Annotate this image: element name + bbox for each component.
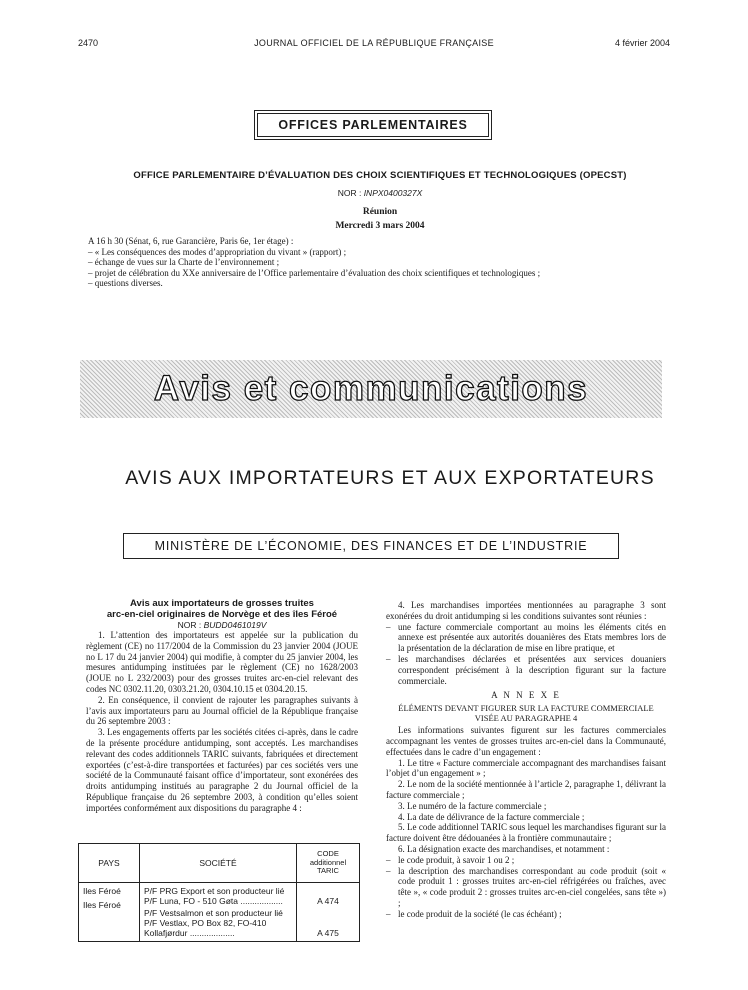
annex-subtitle: [386, 703, 666, 723]
table-row: [79, 883, 360, 942]
agenda-item: – projet de célébration du XXe anniversaire de l’Office parlementaire d’évaluation des choix scientifiques et technologiques ;: [88, 267, 541, 278]
page-number: 2470: [78, 38, 99, 48]
annex-item: 6. La désignation exacte des marchandises, et notamment :: [398, 843, 610, 854]
column-header: PAYS: [79, 844, 140, 883]
cell-text: Iles Féroé: [83, 900, 121, 910]
list-item: – le code produit de la société (le cas échéant) ;: [386, 909, 666, 920]
reunion-title: Réunion: [362, 207, 398, 217]
list-item: – la description des marchandises correspondant au code produit (soit « code produit 1 : grosses truites arc-en-ciel réfrigérées ou fraîches, avec tête », « code produit 2 : grosses truites arc-en-ciel congelées, sans tête ») ;: [386, 866, 666, 909]
table-cell-pays: [79, 883, 140, 942]
paragraph: Les informations suivantes figurent sur les factures commerciales accompagnant les ventes de grosses truites arc-en-ciel dans la Communauté, effectuées dans le cadre d’un engagement :: [386, 725, 666, 757]
article-title-line: Avis aux importateurs de grosses truites: [130, 598, 314, 609]
paragraph: 2. En conséquence, il convient de rajouter les paragraphes suivants à l’avis aux importateurs paru au Journal officiel de la République française du 26 septembre 2003 :: [86, 694, 358, 727]
annex-subitems-list: [386, 855, 666, 920]
annex-title: A N N E X E: [491, 690, 561, 701]
agenda-item: A 16 h 30 (Sénat, 6, rue Garancière, Paris 6e, 1er étage) :: [88, 236, 294, 246]
left-column: [86, 630, 358, 814]
cell-text: Iles Féroé: [83, 886, 121, 896]
annex-item: 3. Le numéro de la facture commerciale ;: [398, 800, 547, 811]
journal-title: JOURNAL OFFICIEL DE LA RÉPUBLIQUE FRANÇAISE: [254, 38, 494, 48]
annex-subtitle-line: ÉLÉMENTS DEVANT FIGURER SUR LA FACTURE COMMERCIALE: [398, 703, 654, 714]
issue-date: 4 février 2004: [614, 38, 670, 48]
article-nor: [86, 620, 358, 630]
cell-text: P/F Vestsalmon et son producteur lié P/F Vestlax, PO Box 82, FO-410 Kollafjørdur ...................: [144, 908, 283, 938]
section-banner: [80, 360, 662, 418]
nor-reference: [60, 188, 700, 198]
annex-item: 1. Le titre « Facture commerciale accompagnant des marchandises faisant l’objet d’un engagement » ;: [386, 757, 666, 779]
annex-subtitle-line: VISÉE AU PARAGRAPHE 4: [474, 713, 578, 724]
cell-text: A 474: [317, 896, 339, 906]
section-banner-text: Avis et communications: [153, 369, 589, 408]
reunion-date: Mercredi 3 mars 2004: [335, 221, 425, 231]
nor-value: BUDD0461019V: [203, 620, 267, 630]
annex-item: 4. La date de délivrance de la facture commerciale ;: [398, 811, 585, 822]
table-header-row: [79, 844, 360, 883]
agenda-item: – échange de vues sur la Charte de l’environnement ;: [88, 257, 280, 267]
conditions-list: [386, 622, 666, 687]
list-item: – le code produit, à savoir 1 ou 2 ;: [386, 855, 666, 866]
annex-item: 5. Le code additionnel TARIC sous lequel les marchandises figurant sur la facture doivent être dédouanées à la frontière communautaire ;: [386, 822, 666, 844]
companies-table: [78, 843, 360, 942]
agenda-list: [88, 236, 688, 289]
paragraph: 1. L’attention des importateurs est appelée sur la publication du règlement (CE) no 117/2004 de la Commission du 23 janvier 2004 (JOUE no L 17 du 24 janvier 2004) qui modifie, à compter du 25 janvier 2004, les mesures antidumping instituées par le règlement (CE) no 1628/2003 (JOUE no L 232/2003) pour des grosses truites arc-en-ciel relevant des codes NC 0302.11.20, 0303.21.20, 0304.10.15 et 0304.20.15.: [86, 630, 358, 694]
table-cell-societe: [140, 883, 297, 942]
agenda-item: – « Les conséquences des modes d’appropriation du vivant » (rapport) ;: [88, 246, 347, 257]
article-title-line: arc-en-ciel originaires de Norvège et des îles Féroé: [106, 608, 338, 620]
article-title: [86, 599, 358, 620]
office-title: OFFICE PARLEMENTAIRE D’ÉVALUATION DES CHOIX SCIENTIFIQUES ET TECHNOLOGIQUES (OPECST): [133, 170, 627, 181]
offices-section-title: OFFICES PARLEMENTAIRES: [257, 113, 489, 137]
list-item: – les marchandises déclarées et présentées aux services douaniers correspondent précisément à la description figurant sur la facture commerciale.: [386, 654, 666, 686]
annex-item: 2. Le nom de la société mentionnée à l’article 2, paragraphe 1, délivrant la facture commerciale ;: [386, 779, 666, 800]
table-cell-code: [297, 883, 360, 942]
paragraph: 3. Les engagements offerts par les sociétés citées ci-après, dans le cadre de la présente procédure antidumping, sont acceptés. Les marchandises relevant des codes additionnels TARIC suivants, fabriquées et directement exportées (c’est-à-dire transportées et facturées) par ces sociétés vers une société de la Communauté faisant office d’importateur, sont exonérées des droits antidumping institués au paragraphe 2 du Journal officiel de la République française du 26 septembre 2003, à condition qu’elles soient importées conformément aux dispositions du paragraphe 4 :: [86, 727, 358, 813]
avis-importateurs-heading: AVIS AUX IMPORTATEURS ET AUX EXPORTATEURS: [125, 467, 655, 489]
cell-text: P/F PRG Export et son producteur lié P/F Luna, FO - 510 Gøta ..................: [144, 886, 285, 906]
nor-value: INPX0400327X: [363, 188, 423, 198]
ministry-heading: MINISTÈRE DE L’ÉCONOMIE, DES FINANCES ET DE L’INDUSTRIE: [123, 533, 619, 559]
column-header: CODE additionnel TARIC: [297, 844, 360, 883]
nor-label: NOR :: [337, 188, 362, 198]
right-column: [386, 600, 666, 920]
nor-label: NOR :: [177, 620, 202, 630]
paragraph: 4. Les marchandises importées mentionnées au paragraphe 3 sont exonérées du droit antidumping si les conditions suivantes sont réunies :: [386, 600, 666, 621]
cell-text: A 475: [317, 928, 339, 938]
list-item: – une facture commerciale comportant au moins les éléments cités en annexe est présentée aux autorités douanières des Etats membres lors de la présentation de la déclaration de mise en libre pratique, et: [386, 622, 666, 654]
agenda-item: – questions diverses.: [88, 278, 163, 288]
column-header: SOCIÉTÉ: [140, 844, 297, 883]
